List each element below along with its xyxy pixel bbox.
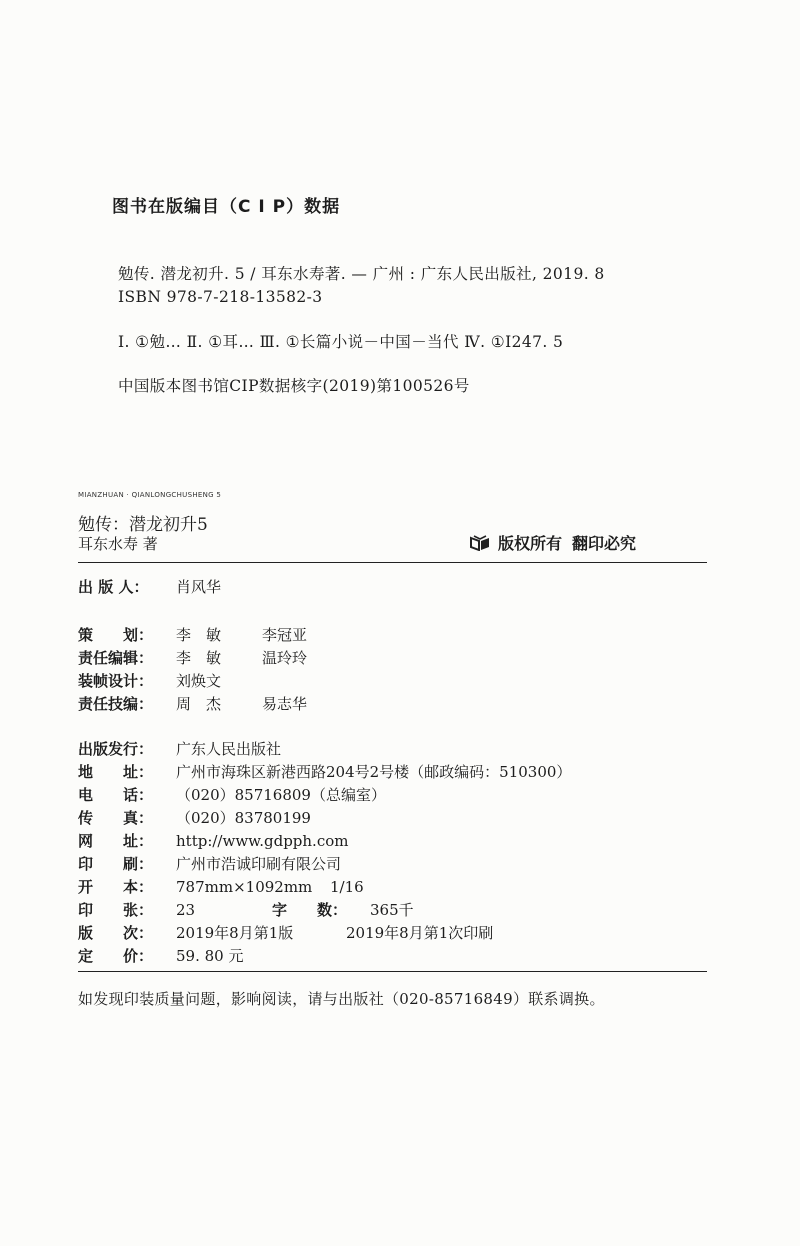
divider-top bbox=[78, 562, 707, 563]
words-label: 字 数： bbox=[272, 901, 348, 919]
staff-value bbox=[260, 670, 262, 692]
staff-value: 温玲玲 bbox=[262, 649, 308, 667]
quality-notice: 如发现印装质量问题，影响阅读，请与出版社（020-85716849）联系调换。 bbox=[78, 990, 605, 1008]
sheets-label: 印 张： bbox=[78, 901, 154, 919]
printing-value: 2019年8月第1次印刷 bbox=[346, 924, 494, 942]
detail-row bbox=[78, 807, 311, 829]
book-title: 勉传：潜龙初升5 bbox=[78, 515, 208, 535]
detail-label: 地 址： bbox=[78, 763, 154, 781]
cip-title: 图书在版编目（C I P）数据 bbox=[112, 197, 341, 217]
detail-value: （020）83780199 bbox=[176, 809, 311, 827]
detail-row bbox=[78, 830, 348, 852]
sheets-value: 23 bbox=[176, 901, 196, 919]
publisher-value: 肖风华 bbox=[176, 578, 222, 596]
detail-value: （020）85716809（总编室） bbox=[176, 786, 386, 804]
detail-label: 印 刷： bbox=[78, 855, 154, 873]
staff-label: 责任编辑： bbox=[78, 649, 154, 667]
rights-reserved: 版权所有 bbox=[498, 534, 563, 553]
format-label: 开 本： bbox=[78, 878, 154, 896]
detail-row bbox=[78, 761, 571, 783]
detail-row bbox=[78, 784, 386, 806]
cip-classification-line: Ⅰ. ①勉… Ⅱ. ①耳… Ⅲ. ①长篇小说－中国－当代 Ⅳ. ①I247. 5 bbox=[118, 333, 564, 351]
staff-row bbox=[78, 624, 307, 646]
publisher-row bbox=[78, 576, 221, 598]
copyright-notice bbox=[470, 531, 636, 554]
staff-value: 刘焕文 bbox=[176, 672, 222, 690]
publisher-label: 出 版 人： bbox=[78, 578, 149, 596]
detail-value: http://www.gdpph.com bbox=[176, 832, 349, 850]
staff-value: 周 杰 bbox=[176, 695, 222, 713]
detail-value: 广州市浩诚印刷有限公司 bbox=[176, 855, 342, 873]
price-label: 定 价： bbox=[78, 947, 154, 965]
edition-row bbox=[78, 922, 493, 944]
staff-row bbox=[78, 647, 307, 669]
divider-bottom bbox=[78, 971, 707, 972]
cip-isbn-line: ISBN 978-7-218-13582-3 bbox=[118, 288, 323, 306]
book-icon bbox=[470, 535, 490, 551]
detail-value: 广东人民出版社 bbox=[176, 740, 282, 758]
edition-label: 版 次： bbox=[78, 924, 154, 942]
format-value: 787mm×1092mm bbox=[176, 878, 313, 896]
detail-label: 网 址： bbox=[78, 832, 154, 850]
detail-label: 电 话： bbox=[78, 786, 154, 804]
staff-value: 李 敏 bbox=[176, 626, 222, 644]
staff-value: 李冠亚 bbox=[262, 626, 308, 644]
staff-row bbox=[78, 670, 262, 692]
sheets-row bbox=[78, 899, 414, 921]
format-extra: 1/16 bbox=[330, 878, 364, 896]
book-title-pinyin: MIANZHUAN · QIANLONGCHUSHENG 5 bbox=[78, 491, 222, 499]
detail-label: 出版发行： bbox=[78, 740, 154, 758]
staff-row bbox=[78, 693, 307, 715]
book-author: 耳东水寿 著 bbox=[78, 535, 158, 553]
staff-label: 策 划： bbox=[78, 626, 154, 644]
edition-value: 2019年8月第1版 bbox=[176, 924, 294, 942]
cip-bibliographic-line: 勉传. 潜龙初升. 5 / 耳东水寿著. — 广州 : 广东人民出版社, 2019. 8 bbox=[118, 265, 605, 283]
words-value: 365千 bbox=[370, 901, 414, 919]
price-row bbox=[78, 945, 243, 967]
cip-record-number: 中国版本图书馆CIP数据核字(2019)第100526号 bbox=[118, 377, 470, 395]
staff-label: 装帧设计： bbox=[78, 672, 154, 690]
staff-label: 责任技编： bbox=[78, 695, 154, 713]
format-row bbox=[78, 876, 364, 898]
detail-label: 传 真： bbox=[78, 809, 154, 827]
price-value: 59. 80 元 bbox=[176, 947, 244, 965]
reprint-prohibited: 翻印必究 bbox=[572, 534, 637, 553]
detail-row bbox=[78, 853, 341, 875]
detail-row bbox=[78, 738, 281, 760]
detail-value: 广州市海珠区新港西路204号2号楼（邮政编码：510300） bbox=[176, 763, 572, 781]
staff-value: 李 敏 bbox=[176, 649, 222, 667]
staff-value: 易志华 bbox=[262, 695, 308, 713]
